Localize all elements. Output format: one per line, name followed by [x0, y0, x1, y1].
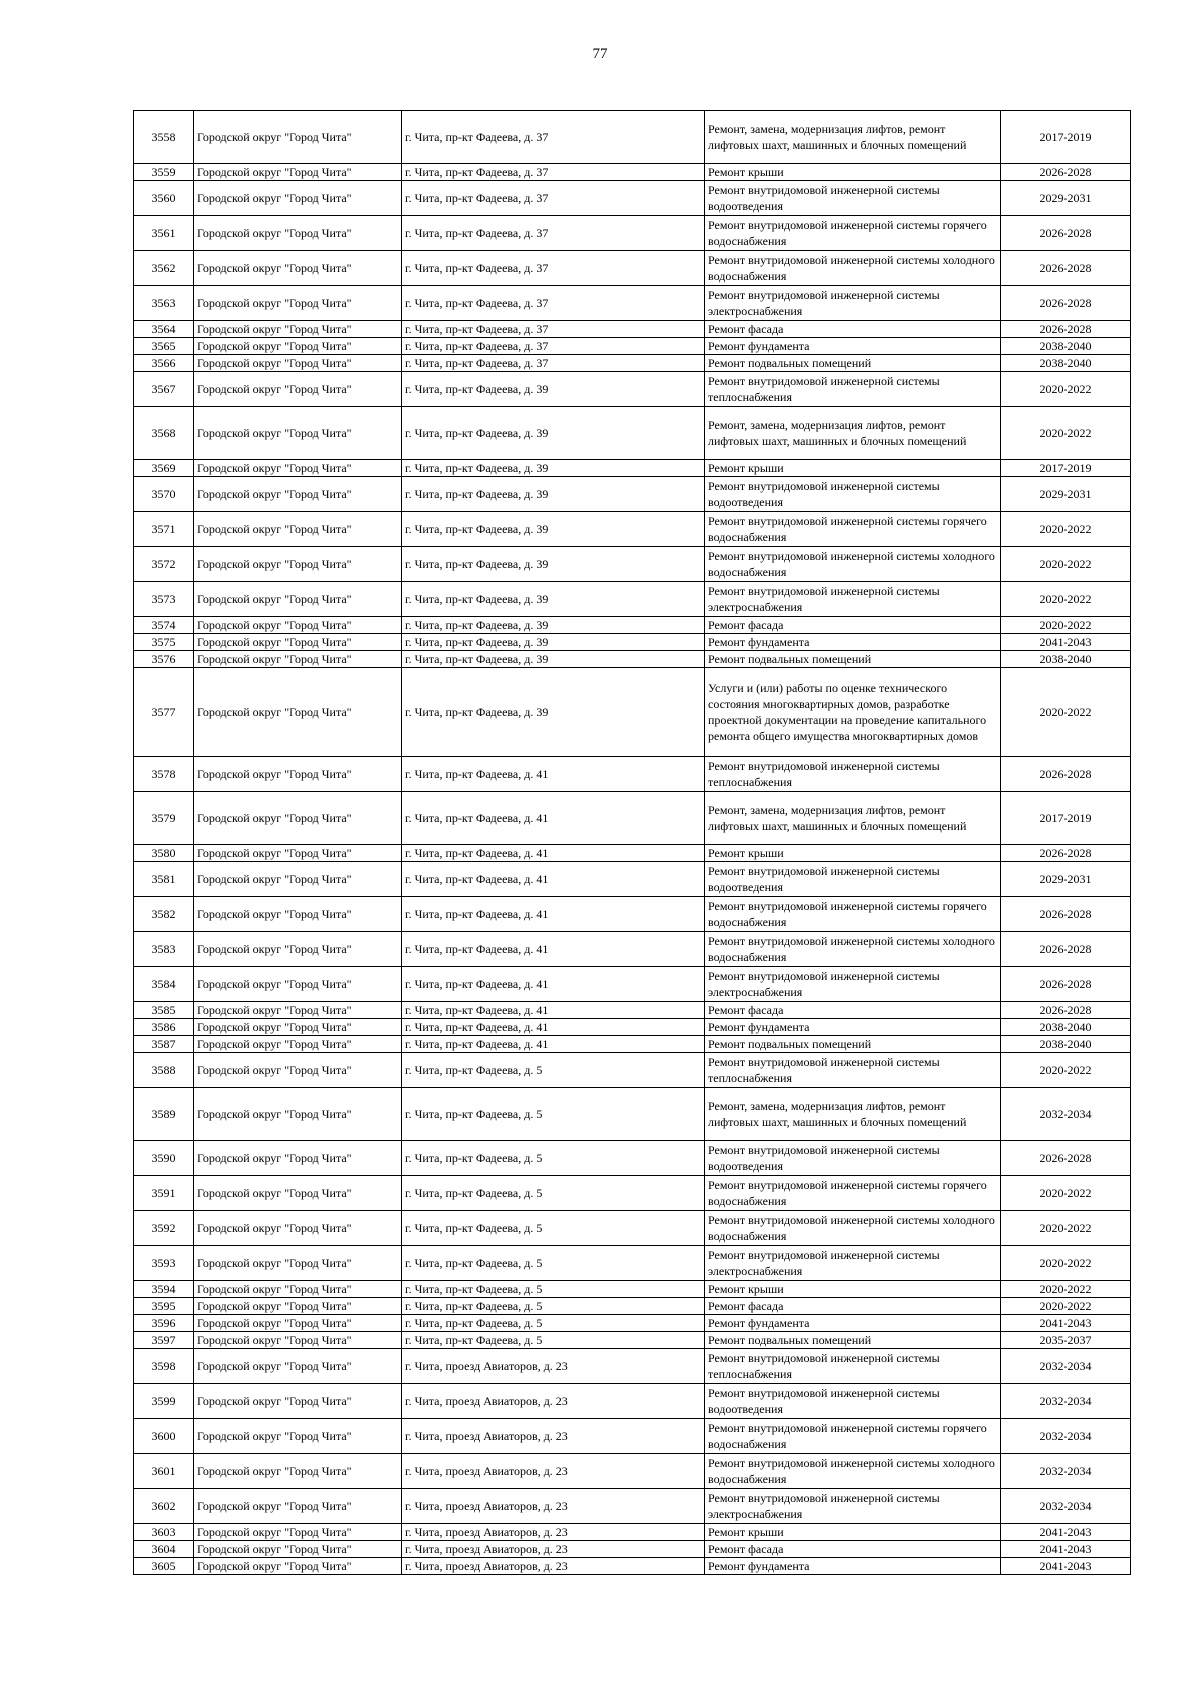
work-type-cell: Ремонт фундамента: [705, 634, 1001, 651]
address-cell: г. Чита, пр-кт Фадеева, д. 5: [402, 1281, 705, 1298]
municipality-cell: Городской округ "Город Чита": [194, 1246, 402, 1281]
table-row: [134, 668, 1131, 757]
period-cell: 2032-2034: [1001, 1384, 1131, 1419]
work-type-cell: Ремонт внутридомовой инженерной системы водоотведения: [705, 1141, 1001, 1176]
municipality-cell: Городской округ "Город Чита": [194, 372, 402, 407]
municipality-cell: Городской округ "Город Чита": [194, 1176, 402, 1211]
municipality-cell: Городской округ "Город Чита": [194, 407, 402, 460]
work-type-cell: Ремонт фасада: [705, 1002, 1001, 1019]
period-cell: 2041-2043: [1001, 1541, 1131, 1558]
address-cell: г. Чита, пр-кт Фадеева, д. 41: [402, 1002, 705, 1019]
table-row: [134, 1454, 1131, 1489]
address-cell: г. Чита, проезд Авиаторов, д. 23: [402, 1349, 705, 1384]
row-number: 3578: [134, 757, 194, 792]
row-number: 3582: [134, 897, 194, 932]
address-cell: г. Чита, пр-кт Фадеева, д. 37: [402, 111, 705, 164]
row-number: 3562: [134, 251, 194, 286]
work-type-cell: Ремонт фундамента: [705, 1558, 1001, 1575]
table-row: [134, 338, 1131, 355]
work-type-cell: Ремонт фасада: [705, 321, 1001, 338]
address-cell: г. Чита, пр-кт Фадеева, д. 39: [402, 582, 705, 617]
period-cell: 2029-2031: [1001, 181, 1131, 216]
municipality-cell: Городской округ "Город Чита": [194, 932, 402, 967]
row-number: 3581: [134, 862, 194, 897]
period-cell: 2020-2022: [1001, 582, 1131, 617]
work-type-cell: Ремонт, замена, модернизация лифтов, ремонт лифтовых шахт, машинных и блочных помещений: [705, 792, 1001, 845]
work-type-cell: Ремонт внутридомовой инженерной системы холодного водоснабжения: [705, 547, 1001, 582]
address-cell: г. Чита, пр-кт Фадеева, д. 41: [402, 1036, 705, 1053]
row-number: 3579: [134, 792, 194, 845]
table-row: [134, 897, 1131, 932]
municipality-cell: Городской округ "Город Чита": [194, 651, 402, 668]
row-number: 3603: [134, 1524, 194, 1541]
municipality-cell: Городской округ "Город Чита": [194, 1541, 402, 1558]
period-cell: 2026-2028: [1001, 897, 1131, 932]
work-type-cell: Ремонт подвальных помещений: [705, 651, 1001, 668]
work-type-cell: Ремонт внутридомовой инженерной системы теплоснабжения: [705, 1053, 1001, 1088]
period-cell: 2026-2028: [1001, 164, 1131, 181]
address-cell: г. Чита, пр-кт Фадеева, д. 41: [402, 845, 705, 862]
table-row: [134, 845, 1131, 862]
work-type-cell: Ремонт внутридомовой инженерной системы электроснабжения: [705, 286, 1001, 321]
row-number: 3590: [134, 1141, 194, 1176]
work-type-cell: Ремонт подвальных помещений: [705, 1332, 1001, 1349]
table-row: [134, 1315, 1131, 1332]
municipality-cell: Городской округ "Город Чита": [194, 634, 402, 651]
period-cell: 2017-2019: [1001, 460, 1131, 477]
municipality-cell: Городской округ "Город Чита": [194, 355, 402, 372]
row-number: 3560: [134, 181, 194, 216]
work-type-cell: Ремонт внутридомовой инженерной системы водоотведения: [705, 477, 1001, 512]
table-row: [134, 1053, 1131, 1088]
address-cell: г. Чита, проезд Авиаторов, д. 23: [402, 1541, 705, 1558]
municipality-cell: Городской округ "Город Чита": [194, 181, 402, 216]
address-cell: г. Чита, пр-кт Фадеева, д. 41: [402, 932, 705, 967]
table-row: [134, 181, 1131, 216]
address-cell: г. Чита, пр-кт Фадеева, д. 5: [402, 1315, 705, 1332]
period-cell: 2032-2034: [1001, 1088, 1131, 1141]
table-row: [134, 1384, 1131, 1419]
row-number: 3570: [134, 477, 194, 512]
table-row: [134, 407, 1131, 460]
row-number: 3604: [134, 1541, 194, 1558]
address-cell: г. Чита, пр-кт Фадеева, д. 39: [402, 668, 705, 757]
period-cell: 2020-2022: [1001, 512, 1131, 547]
address-cell: г. Чита, пр-кт Фадеева, д. 37: [402, 321, 705, 338]
address-cell: г. Чита, пр-кт Фадеева, д. 39: [402, 372, 705, 407]
municipality-cell: Городской округ "Город Чита": [194, 111, 402, 164]
address-cell: г. Чита, пр-кт Фадеева, д. 41: [402, 1019, 705, 1036]
address-cell: г. Чита, пр-кт Фадеева, д. 41: [402, 757, 705, 792]
work-type-cell: Ремонт фундамента: [705, 338, 1001, 355]
work-type-cell: Ремонт, замена, модернизация лифтов, ремонт лифтовых шахт, машинных и блочных помещений: [705, 407, 1001, 460]
row-number: 3586: [134, 1019, 194, 1036]
row-number: 3571: [134, 512, 194, 547]
address-cell: г. Чита, пр-кт Фадеева, д. 41: [402, 792, 705, 845]
table-row: [134, 547, 1131, 582]
row-number: 3589: [134, 1088, 194, 1141]
row-number: 3576: [134, 651, 194, 668]
row-number: 3602: [134, 1489, 194, 1524]
period-cell: 2041-2043: [1001, 1315, 1131, 1332]
address-cell: г. Чита, пр-кт Фадеева, д. 5: [402, 1211, 705, 1246]
work-type-cell: Ремонт крыши: [705, 460, 1001, 477]
period-cell: 2020-2022: [1001, 547, 1131, 582]
address-cell: г. Чита, пр-кт Фадеева, д. 37: [402, 355, 705, 372]
row-number: 3567: [134, 372, 194, 407]
municipality-cell: Городской округ "Город Чита": [194, 164, 402, 181]
address-cell: г. Чита, пр-кт Фадеева, д. 41: [402, 897, 705, 932]
work-type-cell: Ремонт крыши: [705, 845, 1001, 862]
municipality-cell: Городской округ "Город Чита": [194, 1298, 402, 1315]
work-type-cell: Ремонт внутридомовой инженерной системы теплоснабжения: [705, 757, 1001, 792]
work-type-cell: Ремонт внутридомовой инженерной системы холодного водоснабжения: [705, 1454, 1001, 1489]
period-cell: 2020-2022: [1001, 1281, 1131, 1298]
table-row: [134, 251, 1131, 286]
period-cell: 2032-2034: [1001, 1454, 1131, 1489]
municipality-cell: Городской округ "Город Чита": [194, 582, 402, 617]
municipality-cell: Городской округ "Город Чита": [194, 512, 402, 547]
address-cell: г. Чита, проезд Авиаторов, д. 23: [402, 1419, 705, 1454]
municipality-cell: Городской округ "Город Чита": [194, 757, 402, 792]
municipality-cell: Городской округ "Город Чита": [194, 1088, 402, 1141]
table-row: [134, 1281, 1131, 1298]
table-row: [134, 1088, 1131, 1141]
period-cell: 2020-2022: [1001, 617, 1131, 634]
municipality-cell: Городской округ "Город Чита": [194, 1384, 402, 1419]
row-number: 3597: [134, 1332, 194, 1349]
municipality-cell: Городской округ "Город Чита": [194, 1019, 402, 1036]
address-cell: г. Чита, пр-кт Фадеева, д. 37: [402, 181, 705, 216]
period-cell: 2032-2034: [1001, 1419, 1131, 1454]
row-number: 3569: [134, 460, 194, 477]
table-row: [134, 1349, 1131, 1384]
period-cell: 2038-2040: [1001, 1036, 1131, 1053]
period-cell: 2020-2022: [1001, 1053, 1131, 1088]
municipality-cell: Городской округ "Город Чита": [194, 1002, 402, 1019]
row-number: 3601: [134, 1454, 194, 1489]
row-number: 3565: [134, 338, 194, 355]
period-cell: 2020-2022: [1001, 1176, 1131, 1211]
work-type-cell: Ремонт внутридомовой инженерной системы холодного водоснабжения: [705, 1211, 1001, 1246]
address-cell: г. Чита, пр-кт Фадеева, д. 41: [402, 862, 705, 897]
municipality-cell: Городской округ "Город Чита": [194, 460, 402, 477]
row-number: 3588: [134, 1053, 194, 1088]
period-cell: 2032-2034: [1001, 1489, 1131, 1524]
table-row: [134, 1489, 1131, 1524]
municipality-cell: Городской округ "Город Чита": [194, 1489, 402, 1524]
work-type-cell: Ремонт фундамента: [705, 1315, 1001, 1332]
address-cell: г. Чита, пр-кт Фадеева, д. 39: [402, 512, 705, 547]
row-number: 3595: [134, 1298, 194, 1315]
table-row: [134, 460, 1131, 477]
table-row: [134, 216, 1131, 251]
period-cell: 2035-2037: [1001, 1332, 1131, 1349]
registry-table: [133, 110, 1131, 1575]
municipality-cell: Городской округ "Город Чита": [194, 547, 402, 582]
table-row: [134, 967, 1131, 1002]
municipality-cell: Городской округ "Город Чита": [194, 1558, 402, 1575]
work-type-cell: Ремонт, замена, модернизация лифтов, ремонт лифтовых шахт, машинных и блочных помещений: [705, 111, 1001, 164]
address-cell: г. Чита, пр-кт Фадеева, д. 37: [402, 164, 705, 181]
address-cell: г. Чита, проезд Авиаторов, д. 23: [402, 1384, 705, 1419]
row-number: 3585: [134, 1002, 194, 1019]
work-type-cell: Ремонт внутридомовой инженерной системы электроснабжения: [705, 582, 1001, 617]
period-cell: 2041-2043: [1001, 1524, 1131, 1541]
page-number: 77: [592, 46, 608, 62]
table-row: [134, 1211, 1131, 1246]
period-cell: 2026-2028: [1001, 1002, 1131, 1019]
address-cell: г. Чита, пр-кт Фадеева, д. 37: [402, 251, 705, 286]
row-number: 3593: [134, 1246, 194, 1281]
table-row: [134, 372, 1131, 407]
period-cell: 2026-2028: [1001, 932, 1131, 967]
work-type-cell: Ремонт крыши: [705, 1524, 1001, 1541]
table-row: [134, 1141, 1131, 1176]
table-row: [134, 1558, 1131, 1575]
period-cell: 2032-2034: [1001, 1349, 1131, 1384]
period-cell: 2017-2019: [1001, 792, 1131, 845]
period-cell: 2038-2040: [1001, 338, 1131, 355]
municipality-cell: Городской округ "Город Чита": [194, 1141, 402, 1176]
period-cell: 2038-2040: [1001, 1019, 1131, 1036]
table-row: [134, 634, 1131, 651]
address-cell: г. Чита, проезд Авиаторов, д. 23: [402, 1524, 705, 1541]
table-row: [134, 757, 1131, 792]
period-cell: 2020-2022: [1001, 1246, 1131, 1281]
work-type-cell: Ремонт фасада: [705, 1541, 1001, 1558]
municipality-cell: Городской округ "Город Чита": [194, 1419, 402, 1454]
row-number: 3598: [134, 1349, 194, 1384]
row-number: 3568: [134, 407, 194, 460]
row-number: 3600: [134, 1419, 194, 1454]
table-row: [134, 111, 1131, 164]
address-cell: г. Чита, пр-кт Фадеева, д. 37: [402, 286, 705, 321]
work-type-cell: Ремонт внутридомовой инженерной системы горячего водоснабжения: [705, 897, 1001, 932]
municipality-cell: Городской округ "Город Чита": [194, 897, 402, 932]
work-type-cell: Ремонт фасада: [705, 617, 1001, 634]
work-type-cell: Услуги и (или) работы по оценке технического состояния многоквартирных домов, разработке проектной документации на проведение капитального ремонта общего имущества многоквартирных домов: [705, 668, 1001, 757]
address-cell: г. Чита, пр-кт Фадеева, д. 39: [402, 651, 705, 668]
table-row: [134, 1419, 1131, 1454]
municipality-cell: Городской округ "Город Чита": [194, 845, 402, 862]
table-row: [134, 1332, 1131, 1349]
period-cell: 2041-2043: [1001, 634, 1131, 651]
period-cell: 2041-2043: [1001, 1558, 1131, 1575]
address-cell: г. Чита, пр-кт Фадеева, д. 39: [402, 617, 705, 634]
work-type-cell: Ремонт, замена, модернизация лифтов, ремонт лифтовых шахт, машинных и блочных помещений: [705, 1088, 1001, 1141]
work-type-cell: Ремонт внутридомовой инженерной системы горячего водоснабжения: [705, 512, 1001, 547]
address-cell: г. Чита, пр-кт Фадеева, д. 41: [402, 967, 705, 1002]
municipality-cell: Городской округ "Город Чита": [194, 792, 402, 845]
municipality-cell: Городской округ "Город Чита": [194, 1349, 402, 1384]
row-number: 3591: [134, 1176, 194, 1211]
period-cell: 2026-2028: [1001, 286, 1131, 321]
period-cell: 2029-2031: [1001, 477, 1131, 512]
row-number: 3574: [134, 617, 194, 634]
municipality-cell: Городской округ "Город Чита": [194, 862, 402, 897]
period-cell: 2026-2028: [1001, 216, 1131, 251]
address-cell: г. Чита, пр-кт Фадеева, д. 5: [402, 1176, 705, 1211]
row-number: 3587: [134, 1036, 194, 1053]
period-cell: 2020-2022: [1001, 407, 1131, 460]
period-cell: 2026-2028: [1001, 845, 1131, 862]
table-row: [134, 1019, 1131, 1036]
work-type-cell: Ремонт крыши: [705, 1281, 1001, 1298]
address-cell: г. Чита, пр-кт Фадеева, д. 37: [402, 216, 705, 251]
municipality-cell: Городской округ "Город Чита": [194, 1281, 402, 1298]
work-type-cell: Ремонт внутридомовой инженерной системы электроснабжения: [705, 967, 1001, 1002]
work-type-cell: Ремонт фундамента: [705, 1019, 1001, 1036]
table-row: [134, 1541, 1131, 1558]
period-cell: 2017-2019: [1001, 111, 1131, 164]
address-cell: г. Чита, проезд Авиаторов, д. 23: [402, 1558, 705, 1575]
registry-body: [134, 111, 1131, 1575]
row-number: 3558: [134, 111, 194, 164]
row-number: 3561: [134, 216, 194, 251]
municipality-cell: Городской округ "Город Чита": [194, 1211, 402, 1246]
address-cell: г. Чита, пр-кт Фадеева, д. 37: [402, 338, 705, 355]
work-type-cell: Ремонт внутридомовой инженерной системы горячего водоснабжения: [705, 1176, 1001, 1211]
table-row: [134, 651, 1131, 668]
municipality-cell: Городской округ "Город Чита": [194, 286, 402, 321]
period-cell: 2026-2028: [1001, 757, 1131, 792]
municipality-cell: Городской округ "Город Чита": [194, 1524, 402, 1541]
work-type-cell: Ремонт фасада: [705, 1298, 1001, 1315]
work-type-cell: Ремонт внутридомовой инженерной системы горячего водоснабжения: [705, 216, 1001, 251]
period-cell: 2038-2040: [1001, 355, 1131, 372]
period-cell: 2029-2031: [1001, 862, 1131, 897]
row-number: 3580: [134, 845, 194, 862]
row-number: 3573: [134, 582, 194, 617]
work-type-cell: Ремонт внутридомовой инженерной системы электроснабжения: [705, 1246, 1001, 1281]
work-type-cell: Ремонт внутридомовой инженерной системы горячего водоснабжения: [705, 1419, 1001, 1454]
row-number: 3564: [134, 321, 194, 338]
work-type-cell: Ремонт подвальных помещений: [705, 355, 1001, 372]
table-row: [134, 862, 1131, 897]
row-number: 3584: [134, 967, 194, 1002]
table-row: [134, 477, 1131, 512]
row-number: 3566: [134, 355, 194, 372]
row-number: 3592: [134, 1211, 194, 1246]
period-cell: 2038-2040: [1001, 651, 1131, 668]
municipality-cell: Городской округ "Город Чита": [194, 668, 402, 757]
municipality-cell: Городской округ "Город Чита": [194, 1454, 402, 1489]
work-type-cell: Ремонт внутридомовой инженерной системы теплоснабжения: [705, 372, 1001, 407]
table-row: [134, 932, 1131, 967]
work-type-cell: Ремонт внутридомовой инженерной системы водоотведения: [705, 181, 1001, 216]
address-cell: г. Чита, проезд Авиаторов, д. 23: [402, 1489, 705, 1524]
row-number: 3594: [134, 1281, 194, 1298]
address-cell: г. Чита, пр-кт Фадеева, д. 39: [402, 634, 705, 651]
period-cell: 2026-2028: [1001, 1141, 1131, 1176]
row-number: 3596: [134, 1315, 194, 1332]
table-row: [134, 321, 1131, 338]
period-cell: 2026-2028: [1001, 967, 1131, 1002]
address-cell: г. Чита, пр-кт Фадеева, д. 5: [402, 1141, 705, 1176]
table-row: [134, 792, 1131, 845]
address-cell: г. Чита, проезд Авиаторов, д. 23: [402, 1454, 705, 1489]
municipality-cell: Городской округ "Город Чита": [194, 1332, 402, 1349]
municipality-cell: Городской округ "Город Чита": [194, 617, 402, 634]
address-cell: г. Чита, пр-кт Фадеева, д. 5: [402, 1298, 705, 1315]
address-cell: г. Чита, пр-кт Фадеева, д. 5: [402, 1246, 705, 1281]
work-type-cell: Ремонт внутридомовой инженерной системы электроснабжения: [705, 1489, 1001, 1524]
table-row: [134, 617, 1131, 634]
municipality-cell: Городской округ "Город Чита": [194, 967, 402, 1002]
row-number: 3599: [134, 1384, 194, 1419]
address-cell: г. Чита, пр-кт Фадеева, д. 39: [402, 547, 705, 582]
period-cell: 2020-2022: [1001, 372, 1131, 407]
row-number: 3572: [134, 547, 194, 582]
table-row: [134, 1524, 1131, 1541]
municipality-cell: Городской округ "Город Чита": [194, 1315, 402, 1332]
address-cell: г. Чита, пр-кт Фадеева, д. 39: [402, 460, 705, 477]
work-type-cell: Ремонт крыши: [705, 164, 1001, 181]
municipality-cell: Городской округ "Город Чита": [194, 477, 402, 512]
address-cell: г. Чита, пр-кт Фадеева, д. 5: [402, 1088, 705, 1141]
period-cell: 2020-2022: [1001, 668, 1131, 757]
municipality-cell: Городской округ "Город Чита": [194, 1036, 402, 1053]
municipality-cell: Городской округ "Город Чита": [194, 321, 402, 338]
work-type-cell: Ремонт внутридомовой инженерной системы водоотведения: [705, 862, 1001, 897]
table-row: [134, 355, 1131, 372]
period-cell: 2020-2022: [1001, 1298, 1131, 1315]
table-row: [134, 1036, 1131, 1053]
work-type-cell: Ремонт внутридомовой инженерной системы водоотведения: [705, 1384, 1001, 1419]
row-number: 3575: [134, 634, 194, 651]
municipality-cell: Городской округ "Город Чита": [194, 216, 402, 251]
table-row: [134, 1002, 1131, 1019]
municipality-cell: Городской округ "Город Чита": [194, 338, 402, 355]
period-cell: 2026-2028: [1001, 251, 1131, 286]
work-type-cell: Ремонт внутридомовой инженерной системы холодного водоснабжения: [705, 932, 1001, 967]
table-row: [134, 1176, 1131, 1211]
address-cell: г. Чита, пр-кт Фадеева, д. 5: [402, 1053, 705, 1088]
table-row: [134, 1298, 1131, 1315]
row-number: 3563: [134, 286, 194, 321]
table-row: [134, 582, 1131, 617]
table-row: [134, 164, 1131, 181]
work-type-cell: Ремонт внутридомовой инженерной системы холодного водоснабжения: [705, 251, 1001, 286]
table-row: [134, 512, 1131, 547]
period-cell: 2026-2028: [1001, 321, 1131, 338]
row-number: 3559: [134, 164, 194, 181]
row-number: 3605: [134, 1558, 194, 1575]
row-number: 3583: [134, 932, 194, 967]
address-cell: г. Чита, пр-кт Фадеева, д. 39: [402, 477, 705, 512]
address-cell: г. Чита, пр-кт Фадеева, д. 5: [402, 1332, 705, 1349]
work-type-cell: Ремонт подвальных помещений: [705, 1036, 1001, 1053]
address-cell: г. Чита, пр-кт Фадеева, д. 39: [402, 407, 705, 460]
work-type-cell: Ремонт внутридомовой инженерной системы теплоснабжения: [705, 1349, 1001, 1384]
row-number: 3577: [134, 668, 194, 757]
table-row: [134, 286, 1131, 321]
municipality-cell: Городской округ "Город Чита": [194, 1053, 402, 1088]
table-row: [134, 1246, 1131, 1281]
period-cell: 2020-2022: [1001, 1211, 1131, 1246]
municipality-cell: Городской округ "Город Чита": [194, 251, 402, 286]
